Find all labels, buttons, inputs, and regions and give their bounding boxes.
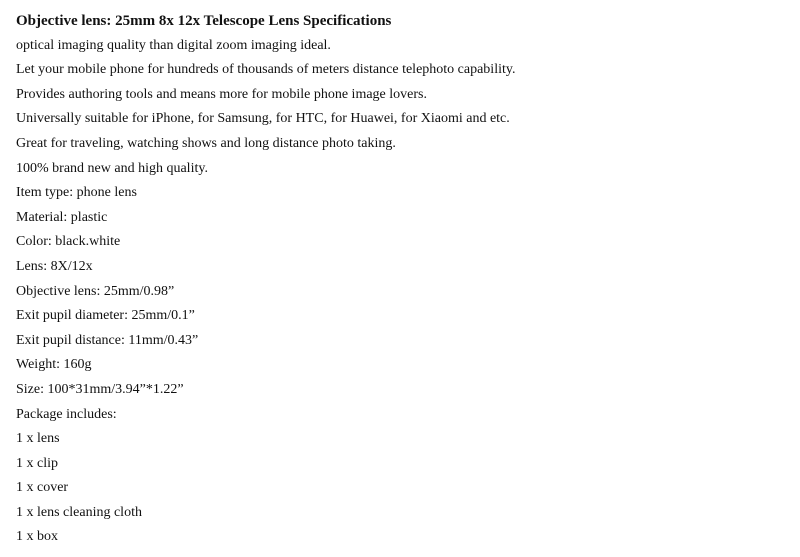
spec-line-material: Material: plastic xyxy=(16,209,108,225)
spec-title: Objective lens: 25mm 8x 12x Telescope Lens Specifications xyxy=(16,13,392,29)
spec-line-quality: 100% brand new and high quality. xyxy=(16,160,208,176)
package-item-cover: 1 x cover xyxy=(16,480,69,496)
package-item-box: 1 x box xyxy=(16,529,58,545)
spec-line-exit-pupil-distance: Exit pupil distance: 11mm/0.43” xyxy=(16,332,199,348)
spec-line-lens: Lens: 8X/12x xyxy=(16,258,93,274)
spec-line-weight: Weight: 160g xyxy=(16,357,92,373)
spec-line-package-includes: Package includes: xyxy=(16,406,117,422)
spec-line-usage: Great for traveling, watching shows and long distance photo taking. xyxy=(16,135,396,151)
spec-line-compatibility: Universally suitable for iPhone, for Samsung, for HTC, for Huawei, for Xiaomi and etc. xyxy=(16,111,510,127)
package-item-clip: 1 x clip xyxy=(16,455,58,471)
spec-line-telephoto: Let your mobile phone for hundreds of thousands of meters distance telephoto capability. xyxy=(16,62,516,78)
package-item-cleaning-cloth: 1 x lens cleaning cloth xyxy=(16,504,142,520)
product-spec-sheet xyxy=(16,9,786,550)
spec-line-size: Size: 100*31mm/3.94”*1.22” xyxy=(16,381,184,397)
spec-line-color: Color: black.white xyxy=(16,234,121,250)
spec-line-objective-lens: Objective lens: 25mm/0.98” xyxy=(16,283,175,299)
package-item-lens: 1 x lens xyxy=(16,431,60,447)
spec-line-exit-pupil-diameter: Exit pupil diameter: 25mm/0.1” xyxy=(16,308,195,324)
spec-line-authoring-tools: Provides authoring tools and means more for mobile phone image lovers. xyxy=(16,86,427,102)
spec-line-item-type: Item type: phone lens xyxy=(16,185,137,201)
spec-line-optical-quality: optical imaging quality than digital zoom imaging ideal. xyxy=(16,37,331,53)
